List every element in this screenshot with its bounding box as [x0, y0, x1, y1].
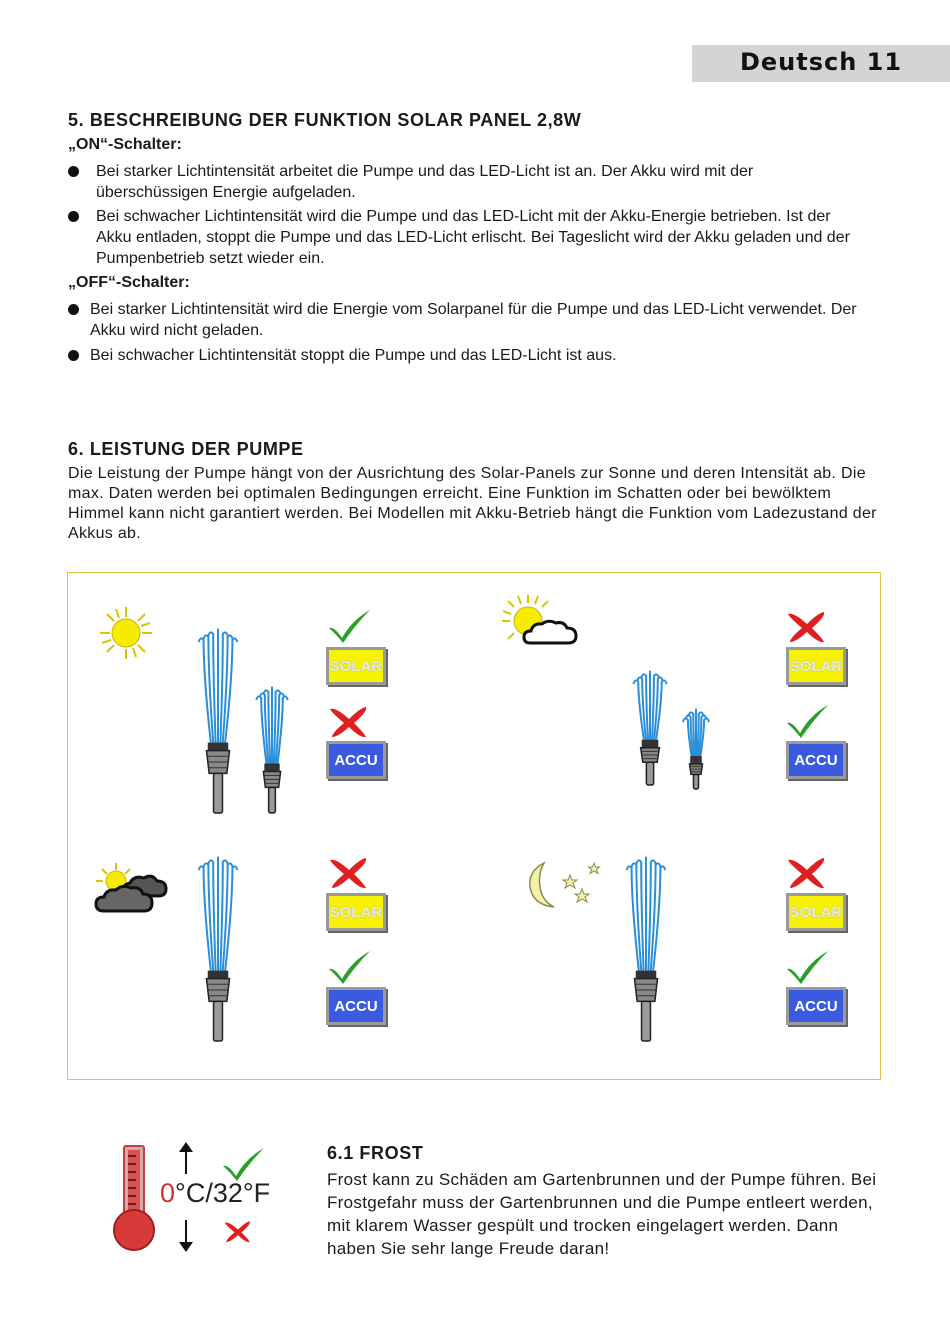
fountain-pump-large-icon	[186, 625, 250, 815]
list-item-text: Bei schwacher Lichtintensität wird die Pumpe und das LED-Licht mit der Akku-Energie betrieben. Ist der Akku entladen, stoppt die Pumpe und das LED-Licht erlischt. Bei Tageslicht wird der Akku geladen und der Pumpenbetrieb setzt wieder ein.	[96, 208, 850, 267]
list-item	[68, 206, 868, 269]
accu-badge: ACCU	[786, 741, 846, 779]
check-icon	[326, 949, 372, 985]
bullet-dot-icon	[68, 166, 79, 177]
section-5-title: 5. BESCHREIBUNG DER FUNKTION SOLAR PANEL 2,8W	[68, 110, 582, 130]
off-switch-heading: „OFF“-Schalter:	[68, 274, 190, 291]
page-header-title: Deutsch 11	[739, 48, 903, 76]
clouds-icon	[94, 859, 170, 915]
fountain-pump-small-icon	[678, 705, 714, 791]
fountain-pump-medium-icon	[624, 667, 676, 787]
solar-badge: SOLAR	[326, 647, 386, 685]
sun-behind-cloud-icon	[500, 593, 584, 649]
fountain-pump-small-icon	[248, 683, 296, 815]
accu-badge: ACCU	[786, 987, 846, 1025]
cross-icon	[784, 854, 830, 890]
list-item-text: Bei schwacher Lichtintensität stoppt die Pumpe und das LED-Licht ist aus.	[90, 347, 617, 364]
moon-stars-icon	[524, 857, 604, 917]
on-switch-heading: „ON“-Schalter:	[68, 136, 182, 153]
page-header-bar	[692, 45, 950, 82]
temperature-zero: 0	[160, 1178, 176, 1208]
cross-icon	[222, 1218, 254, 1244]
bullet-dot-icon	[68, 211, 79, 222]
check-icon	[784, 949, 830, 985]
check-icon	[784, 703, 830, 739]
cross-icon	[326, 703, 372, 739]
check-icon	[220, 1146, 266, 1182]
sun-icon	[98, 605, 154, 661]
list-item	[68, 161, 868, 203]
section-6-text: Die Leistung der Pumpe hängt von der Ausrichtung des Solar-Panels zur Sonne und deren Intensität ab. Die max. Daten werden bei optimalen Bedingungen erreicht. Eine Funktion im Schatten oder bei bewölktem Himmel kann nicht garantiert werden. Bei Modellen mit Akku-Betrieb hängt die Funktion vom Ladezustand der Akkus ab.	[68, 465, 877, 542]
list-item	[68, 345, 868, 366]
solar-badge: SOLAR	[786, 647, 846, 685]
fountain-pump-large-icon	[186, 853, 250, 1043]
bullet-dot-icon	[68, 350, 79, 361]
accu-badge: ACCU	[326, 987, 386, 1025]
pump-operation-figure	[67, 572, 881, 1080]
solar-badge: SOLAR	[786, 893, 846, 931]
fountain-pump-large-icon	[614, 853, 678, 1043]
list-item-text: Bei starker Lichtintensität wird die Energie vom Solarpanel für die Pumpe und das LED-Licht verwendet. Der Akku wird nicht geladen.	[90, 301, 857, 339]
section-6-title: 6. LEISTUNG DER PUMPE	[68, 439, 304, 459]
accu-badge: ACCU	[326, 741, 386, 779]
temperature-label	[160, 1178, 270, 1209]
check-icon	[326, 608, 372, 644]
section-6-1-text: Frost kann zu Schäden am Gartenbrunnen und der Pumpe führen. Bei Frostgefahr muss der Gartenbrunnen und die Pumpe entleert werden, mit klarem Wasser gespült und trocken eingelagert werden. Dann haben Sie sehr lange Freude daran!	[327, 1170, 877, 1258]
temperature-units: °C/32°F	[175, 1178, 271, 1208]
cross-icon	[326, 854, 372, 890]
thermometer-icon	[106, 1142, 162, 1254]
section-6-1-title: 6.1 FROST	[327, 1143, 424, 1163]
bullet-dot-icon	[68, 304, 79, 315]
solar-badge: SOLAR	[326, 893, 386, 931]
list-item-text: Bei starker Lichtintensität arbeitet die Pumpe und das LED-Licht ist an. Der Akku wird mit der überschüssigen Energie aufgeladen.	[96, 163, 754, 201]
cross-icon	[784, 608, 830, 644]
list-item	[68, 299, 868, 341]
